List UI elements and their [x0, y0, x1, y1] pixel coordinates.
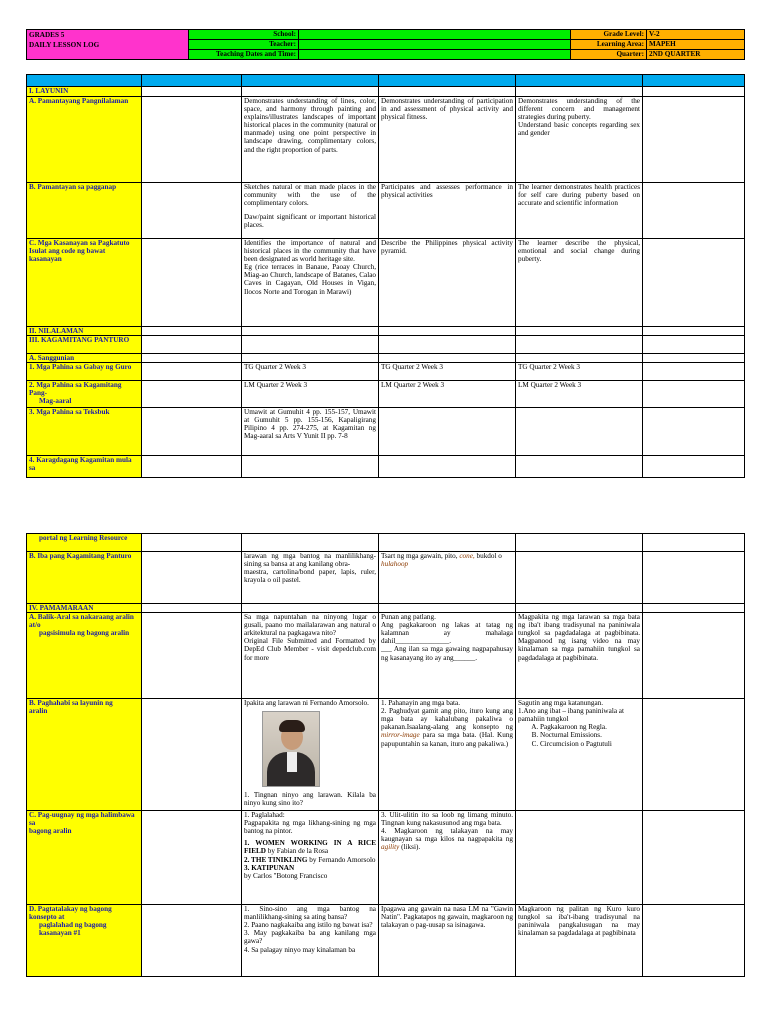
day-header-row: [27, 75, 745, 87]
pagtatalakay-day1: 1. Sino-sino ang mga bantog na manlilikhang-sining sa ating bansa? 2. Paano nagkakaiba ang istilo ng bawat isa? 3. May pagkakaiba ba ang kanilang mga gawa? 4. Sa palagay ninyo may kinalaman ba: [242, 905, 379, 977]
iba-row: [27, 552, 745, 604]
sanggunian-row: [27, 354, 745, 363]
pamantayang-day2: Demonstrates understanding of participation in and assessment of physical activity and physical fitness.: [379, 97, 516, 183]
balik-aral-label: A. Balik-Aral sa nakaraang aralin at/o pagsisimula ng bagong aralin: [27, 613, 142, 699]
list-item: C. Circumcision o Pagtutuli: [540, 740, 640, 748]
grade-title: GRADES 5: [29, 31, 65, 39]
header-title-cell: [27, 30, 189, 60]
kasanayan-label: C. Mga Kasanayan sa Pagkatuto Isulat ang code ng bawat kasanayan: [27, 239, 142, 327]
nilalaman-row: [27, 327, 745, 336]
quarter-label: Quarter:: [571, 50, 647, 60]
iba-label: B. Iba pang Kagamitang Panturo: [27, 552, 142, 604]
pamantayang-label: A. Pamantayang Pangnilalaman: [27, 97, 142, 183]
iba-day2: Tsart ng mga gawain, pito, cone, bukdol o hulahoop: [379, 552, 516, 604]
pamamaraan-row: [27, 604, 745, 613]
gabay-day2: TG Quarter 2 Week 3: [379, 363, 516, 381]
kasanayan-day2: Describe the Philippines physical activity pyramid.: [379, 239, 516, 327]
school-field[interactable]: [299, 30, 571, 40]
balik-aral-day1: Sa mga napuntahan na ninyong lugar o gusali, paano mo mailalarawan ang natural o arkitektural na pagkagawa nito? Original File Submitted and Formatted by DepEd Club Member - visit depedclub.com for more: [242, 613, 379, 699]
gabay-day1: TG Quarter 2 Week 3: [242, 363, 379, 381]
pagganap-day3: The learner demonstrates health practices for self care during puberty based on accurate and scientific information: [516, 183, 643, 239]
gabay-label: 1. Mga Pahina sa Gabay ng Guro: [27, 363, 142, 381]
dates-label: Teaching Dates and Time:: [189, 50, 299, 60]
fernando-amorsolo-photo: [262, 711, 320, 787]
karagdagang-label: 4. Karagdagang Kagamitan mula sa: [27, 456, 142, 478]
pag-uugnay-label: C. Pag-uugnay ng mga halimbawa sa bagong aralin: [27, 811, 142, 905]
dll-title: DAILY LESSON LOG: [29, 40, 100, 49]
paghahabi-label: B. Paghahabi sa layunin ng aralin: [27, 699, 142, 811]
grade-level-label: Grade Level:: [571, 30, 647, 40]
nilalaman-label: II. NILALAMAN: [27, 327, 142, 336]
pag-uugnay-day2: 3. Ulit-ulitin ito sa loob ng limang minuto. Tingnan kung nakasusunod ang mga bata. 4. Magkaroon ng talakayan na may kaugnayan sa mga kilos na nagpapakita ng agility (liksi).: [379, 811, 516, 905]
pagganap-label: B. Pamantayan sa pagganap: [27, 183, 142, 239]
pamantayang-day3: Demonstrates understanding of the different concern and management strategies during puberty. Understand basic concepts regarding sex and gender: [516, 97, 643, 183]
learning-area-label: Learning Area:: [571, 40, 647, 50]
kagamitan-row: [27, 336, 745, 354]
lm-day3: LM Quarter 2 Week 3: [516, 381, 643, 408]
layunin-row: [27, 87, 745, 97]
pag-uugnay-day1: 1. Paglalahad: Pagpapakita ng mga likhang-sining ng mga bantog na pintor. 1. WOMEN WORKING IN A RICE FIELD by Fabian de la Rosa 2. THE TINIKLING by Fernando Amorsolo 3. KATIPUNAN by Carlos "Botong Francisco: [242, 811, 379, 905]
karagdagang-row: [27, 456, 745, 478]
paghahabi-day3: Sagutin ang mga katanungan. 1.Ano ang ibat – ibang paniniwala at pamahiin tungkol A. Pagkakaroon ng Regla. B. Nocturnal Emissions. C. Circumcision o Pagtutuli: [516, 699, 643, 811]
pagganap-day2: Participates and assesses performance in physical activities: [379, 183, 516, 239]
list-item: A. Pagkakaroon ng Regla.: [540, 723, 640, 731]
balik-aral-day2: Punan ang patlang. Ang pagkakaroon ng lakas at tatag ng kalamnan ay mahalaga dahil_______________. ___ Ang ilan sa mga gawaing nagpapahusay ng kasanayang ito ay ang______.: [379, 613, 516, 699]
pagganap-row: [27, 183, 745, 239]
teksbuk-label: 3. Mga Pahina sa Teksbuk: [27, 408, 142, 456]
layunin-label: I. LAYUNIN: [27, 87, 142, 97]
gabay-day3: TG Quarter 2 Week 3: [516, 363, 643, 381]
pagtatalakay-day2: Ipagawa ang gawain na nasa LM na "Gawin Natin". Pagkatapos ng gawain, magkaroon ng talakayan o pag-uusap sa isinagawa.: [379, 905, 516, 977]
pamantayang-day1: Demonstrates understanding of lines, color, space, and harmony through painting and explains/illustrates landscapes of important historical places in the community (natural or manmade) using one point perspective in landscape drawing, complimentary colors, and the right proportion of parts.: [242, 97, 379, 183]
paghahabi-row: [27, 699, 745, 811]
pagtatalakay-day3: Magkaroon ng palitan ng Kuro kuro tungkol sa iba't-ibang tradisyunal na paniniwala pangkalusugan na may kinalaman sa pagdadalaga at pagbibinata: [516, 905, 643, 977]
lm-label: 2. Mga Pahina sa Kagamitang Pang- Mag-aaral: [27, 381, 142, 408]
gabay-row: [27, 363, 745, 381]
teacher-label: Teacher:: [189, 40, 299, 50]
quarter-value: 2ND QUARTER: [647, 50, 745, 60]
pamahiin-list: [518, 723, 640, 747]
portal-row: [27, 534, 745, 552]
pagtatalakay-label: D. Pagtatalakay ng bagong konsepto at paglalahad ng bagong kasanayan #1: [27, 905, 142, 977]
pamamaraan-label: IV. PAMAMARAAN: [27, 604, 142, 613]
iba-day1: larawan ng mga bantog na manlilikhang-sining sa bansa at ang kanilang obra- maestra, cartolina/bond paper, lapis, ruler, krayola o oil pastel.: [242, 552, 379, 604]
grade-level-value: V-2: [647, 30, 745, 40]
teksbuk-day1: Umawit at Gumuhit 4 pp. 155-157, Umawit at Gumuhit 5 pp. 155-156, Kapaligirang Pilipino 4 pp. 274-275, at Kagamitan ng Mag-aaral sa Arts V Yunit II pp. 7-8: [242, 408, 379, 456]
pag-uugnay-row: [27, 811, 745, 905]
paghahabi-day2: 1. Pahanayin ang mga bata. 2. Paghudyat gamit ang pito, ituro kung ang mga bata ay kahalubang pakaliwa o pakanan.Isaalang-alang ang konsepto ng mirror-image para sa mga bata. (Hal. Kung papupuntahin sa kanan, ituro ang pakaliwa.): [379, 699, 516, 811]
learning-area-value: MAPEH: [647, 40, 745, 50]
list-item: B. Nocturnal Emissions.: [540, 731, 640, 739]
kasanayan-day1: Identifies the importance of natural and historical places in the community that have been designated as world heritage site. Eg (rice terraces in Banaue, Paoay Church, Miag-ao Church, landscape of Batanes, Calao Caves in Cagayan, Old Houses in Vigan, Ilocos Norte and Torogan in Marawi): [242, 239, 379, 327]
pagganap-day1: Sketches natural or man made places in the community with the use of the complimentary colors. Daw/paint significant or important historical places.: [242, 183, 379, 239]
pagtatalakay-row: [27, 905, 745, 977]
balik-aral-day3: Magpakita ng mga larawan sa mga bata ng iba't ibang tradisyunal na paniniwala tungkol sa pagdadalaga at pagbibinata. Magpanood ng isang video na may kinalaman sa mga pamahiin tungkol sa pagdadalaga at pagbibinata.: [516, 613, 643, 699]
lm-row: [27, 381, 745, 408]
lm-day1: LM Quarter 2 Week 3: [242, 381, 379, 408]
portal-label: portal ng Learning Resource: [27, 534, 142, 552]
lesson-table-page2: [26, 533, 745, 977]
lm-day2: LM Quarter 2 Week 3: [379, 381, 516, 408]
sanggunian-label: A. Sanggunian: [27, 354, 142, 363]
paghahabi-day1: Ipakita ang larawan ni Fernando Amorsolo. 1. Tingnan ninyo ang larawan. Kilala ba ninyo kung sino ito?: [242, 699, 379, 811]
lesson-table-page1: [26, 74, 745, 478]
dates-field[interactable]: [299, 50, 571, 60]
teksbuk-row: [27, 408, 745, 456]
header-table: [26, 29, 745, 60]
kasanayan-day3: The learner describe the physical, emotional and social change during puberty.: [516, 239, 643, 327]
teacher-field[interactable]: [299, 40, 571, 50]
balik-aral-row: [27, 613, 745, 699]
school-label: School:: [189, 30, 299, 40]
kasanayan-row: [27, 239, 745, 327]
kagamitan-label: III. KAGAMITANG PANTURO: [27, 336, 142, 354]
pamantayang-row: [27, 97, 745, 183]
